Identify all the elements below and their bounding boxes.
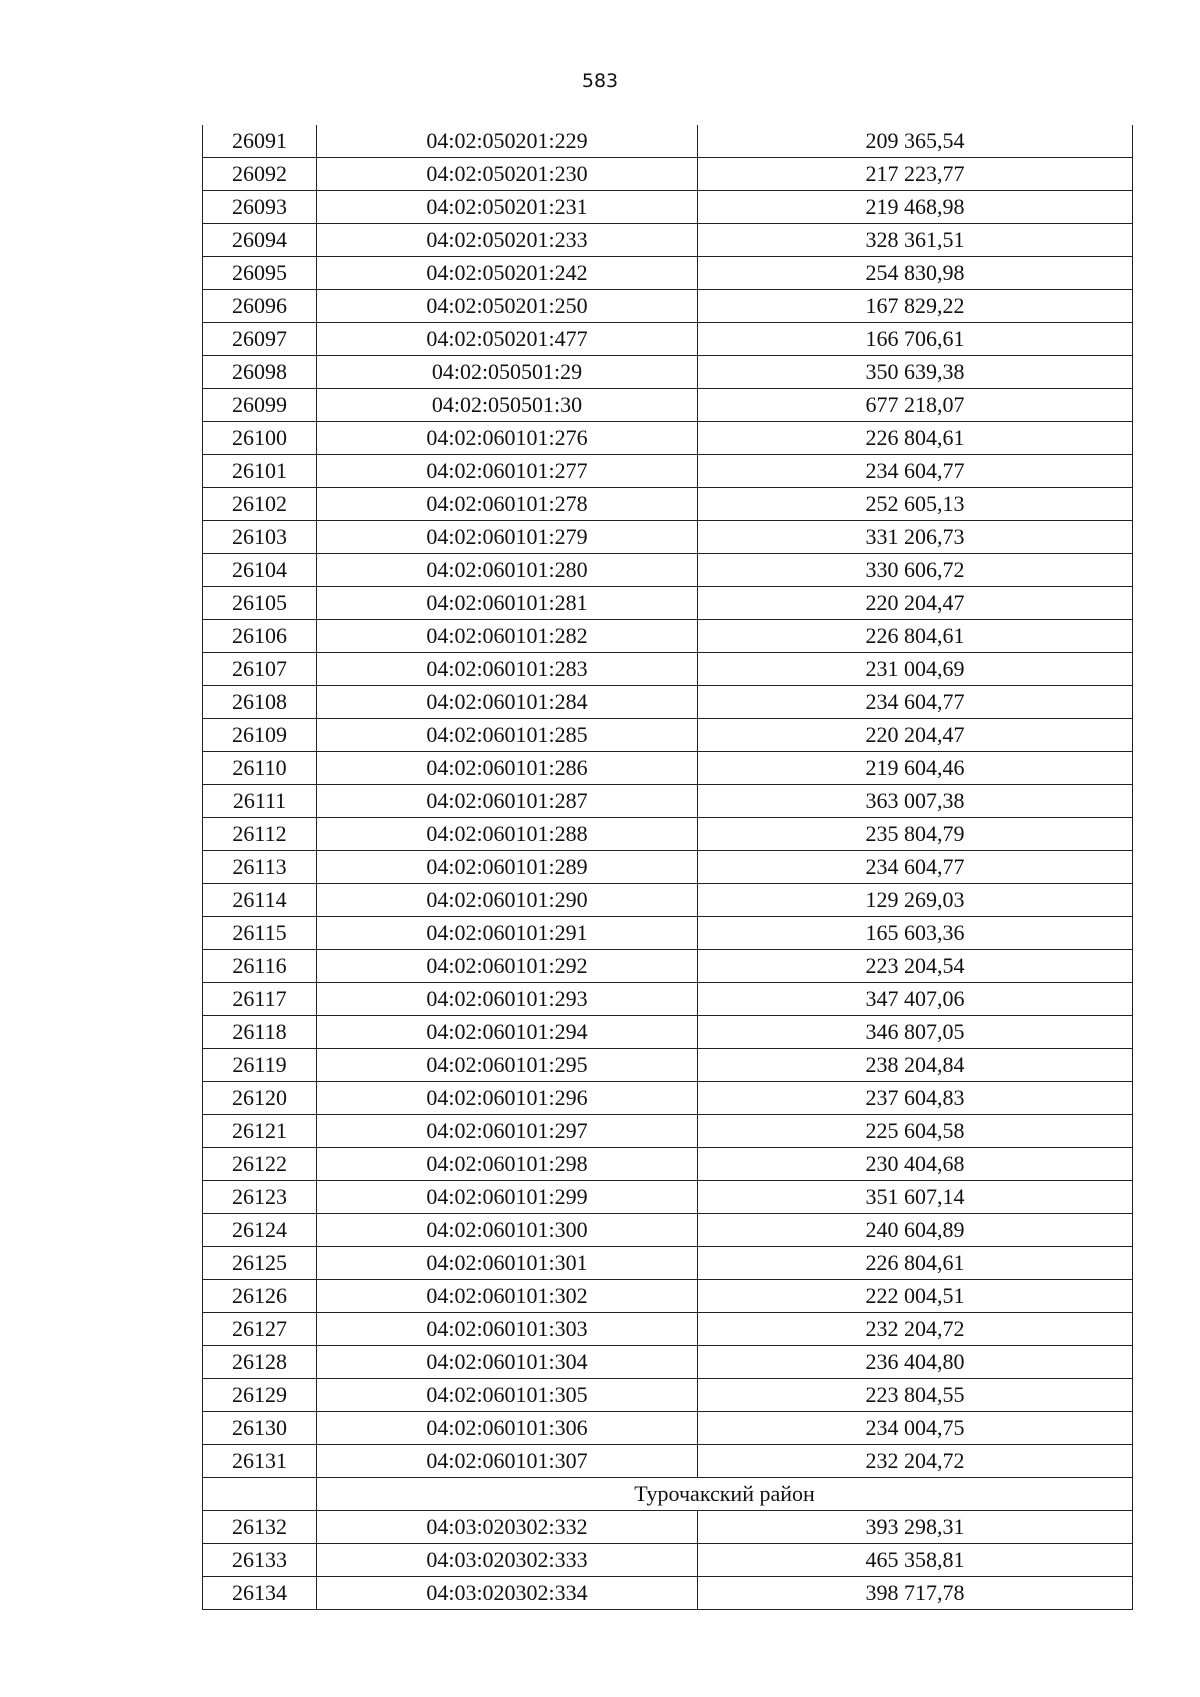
cadastral-value-cell: 226 804,61 — [698, 620, 1133, 653]
cadastral-number-cell: 04:02:060101:281 — [317, 587, 698, 620]
cadastral-value-cell: 238 204,84 — [698, 1049, 1133, 1082]
row-number-cell: 26100 — [203, 422, 317, 455]
table-row — [203, 191, 1133, 224]
table-row — [203, 917, 1133, 950]
cadastral-value-cell: 219 468,98 — [698, 191, 1133, 224]
cadastral-number-cell: 04:02:060101:296 — [317, 1082, 698, 1115]
table-row — [203, 323, 1133, 356]
cadastral-value-cell: 351 607,14 — [698, 1181, 1133, 1214]
table-row — [203, 752, 1133, 785]
row-number-cell: 26103 — [203, 521, 317, 554]
row-number-cell: 26122 — [203, 1148, 317, 1181]
cadastral-number-cell: 04:03:020302:332 — [317, 1511, 698, 1544]
cadastral-value-cell: 234 004,75 — [698, 1412, 1133, 1445]
table-row — [203, 488, 1133, 521]
table-row — [203, 1577, 1133, 1610]
cadastral-value-cell: 220 204,47 — [698, 587, 1133, 620]
cadastral-value-cell: 254 830,98 — [698, 257, 1133, 290]
cadastral-value-cell: 398 717,78 — [698, 1577, 1133, 1610]
cadastral-value-cell: 347 407,06 — [698, 983, 1133, 1016]
cadastral-number-cell: 04:02:060101:303 — [317, 1313, 698, 1346]
cadastral-value-cell: 165 603,36 — [698, 917, 1133, 950]
cadastral-number-cell: 04:03:020302:334 — [317, 1577, 698, 1610]
table-row — [203, 818, 1133, 851]
cadastral-number-cell: 04:02:060101:277 — [317, 455, 698, 488]
cadastral-number-cell: 04:02:050201:229 — [317, 125, 698, 158]
row-number-cell: 26104 — [203, 554, 317, 587]
row-number-cell: 26097 — [203, 323, 317, 356]
cadastral-number-cell: 04:02:060101:300 — [317, 1214, 698, 1247]
cadastral-value-cell: 252 605,13 — [698, 488, 1133, 521]
table-row — [203, 1082, 1133, 1115]
page-number: 583 — [581, 70, 619, 92]
cadastral-number-cell: 04:02:060101:291 — [317, 917, 698, 950]
row-number-cell: 26118 — [203, 1016, 317, 1049]
cadastral-value-cell: 209 365,54 — [698, 125, 1133, 158]
table-row — [203, 554, 1133, 587]
table-row — [203, 884, 1133, 917]
row-number-cell: 26120 — [203, 1082, 317, 1115]
row-number-cell: 26124 — [203, 1214, 317, 1247]
table-row — [203, 356, 1133, 389]
cadastral-value-cell: 237 604,83 — [698, 1082, 1133, 1115]
cadastral-value-cell: 234 604,77 — [698, 686, 1133, 719]
cadastral-value-cell: 220 204,47 — [698, 719, 1133, 752]
cadastral-number-cell: 04:02:060101:289 — [317, 851, 698, 884]
registry-table-body — [203, 125, 1133, 1610]
row-number-cell: 26108 — [203, 686, 317, 719]
row-number-cell: 26117 — [203, 983, 317, 1016]
cadastral-number-cell: 04:02:050201:231 — [317, 191, 698, 224]
row-number-cell: 26091 — [203, 125, 317, 158]
cadastral-value-cell: 330 606,72 — [698, 554, 1133, 587]
table-row — [203, 125, 1133, 158]
table-row — [203, 1016, 1133, 1049]
cadastral-value-cell: 226 804,61 — [698, 1247, 1133, 1280]
table-row — [203, 422, 1133, 455]
cadastral-number-cell: 04:03:020302:333 — [317, 1544, 698, 1577]
row-number-cell: 26111 — [203, 785, 317, 818]
cadastral-number-cell: 04:02:060101:286 — [317, 752, 698, 785]
cadastral-value-cell: 217 223,77 — [698, 158, 1133, 191]
cadastral-value-cell: 166 706,61 — [698, 323, 1133, 356]
row-number-cell: 26099 — [203, 389, 317, 422]
table-row — [203, 1181, 1133, 1214]
cadastral-number-cell: 04:02:060101:305 — [317, 1379, 698, 1412]
cadastral-number-cell: 04:02:060101:280 — [317, 554, 698, 587]
table-row — [203, 686, 1133, 719]
table-row — [203, 455, 1133, 488]
table-row — [203, 1346, 1133, 1379]
cadastral-number-cell: 04:02:060101:279 — [317, 521, 698, 554]
table-row — [203, 587, 1133, 620]
cadastral-number-cell: 04:02:050201:250 — [317, 290, 698, 323]
row-number-cell: 26129 — [203, 1379, 317, 1412]
cadastral-value-cell: 393 298,31 — [698, 1511, 1133, 1544]
row-number-cell: 26112 — [203, 818, 317, 851]
table-row — [203, 224, 1133, 257]
row-number-cell: 26131 — [203, 1445, 317, 1478]
cadastral-value-cell: 232 204,72 — [698, 1313, 1133, 1346]
row-number-cell: 26095 — [203, 257, 317, 290]
row-number-cell: 26126 — [203, 1280, 317, 1313]
cadastral-value-cell: 331 206,73 — [698, 521, 1133, 554]
cadastral-number-cell: 04:02:060101:285 — [317, 719, 698, 752]
cadastral-number-cell: 04:02:060101:278 — [317, 488, 698, 521]
table-row — [203, 1280, 1133, 1313]
table-row — [203, 158, 1133, 191]
cadastral-value-cell: 226 804,61 — [698, 422, 1133, 455]
cadastral-value-cell: 346 807,05 — [698, 1016, 1133, 1049]
table-row — [203, 1247, 1133, 1280]
row-number-cell: 26133 — [203, 1544, 317, 1577]
table-row — [203, 389, 1133, 422]
cadastral-value-cell: 223 804,55 — [698, 1379, 1133, 1412]
cadastral-value-cell: 129 269,03 — [698, 884, 1133, 917]
cadastral-number-cell: 04:02:060101:283 — [317, 653, 698, 686]
row-number-cell: 26130 — [203, 1412, 317, 1445]
table-row — [203, 950, 1133, 983]
row-number-cell: 26101 — [203, 455, 317, 488]
row-number-cell: 26105 — [203, 587, 317, 620]
row-number-cell: 26092 — [203, 158, 317, 191]
table-row — [203, 851, 1133, 884]
section-row — [203, 1478, 1133, 1511]
table-row — [203, 290, 1133, 323]
cadastral-value-cell: 219 604,46 — [698, 752, 1133, 785]
cadastral-number-cell: 04:02:060101:307 — [317, 1445, 698, 1478]
cadastral-number-cell: 04:02:060101:302 — [317, 1280, 698, 1313]
table-row — [203, 521, 1133, 554]
cadastral-number-cell: 04:02:060101:306 — [317, 1412, 698, 1445]
cadastral-value-cell: 240 604,89 — [698, 1214, 1133, 1247]
cadastral-value-cell: 232 204,72 — [698, 1445, 1133, 1478]
cadastral-number-cell: 04:02:060101:287 — [317, 785, 698, 818]
cadastral-value-cell: 167 829,22 — [698, 290, 1133, 323]
row-number-cell: 26094 — [203, 224, 317, 257]
cadastral-number-cell: 04:02:060101:304 — [317, 1346, 698, 1379]
cadastral-number-cell: 04:02:060101:301 — [317, 1247, 698, 1280]
cadastral-number-cell: 04:02:060101:299 — [317, 1181, 698, 1214]
table-row — [203, 983, 1133, 1016]
row-number-cell: 26128 — [203, 1346, 317, 1379]
table-row — [203, 1049, 1133, 1082]
table-row — [203, 1412, 1133, 1445]
cadastral-value-cell: 677 218,07 — [698, 389, 1133, 422]
cadastral-number-cell: 04:02:050201:242 — [317, 257, 698, 290]
table-row — [203, 1313, 1133, 1346]
cadastral-number-cell: 04:02:060101:290 — [317, 884, 698, 917]
row-number-cell: 26116 — [203, 950, 317, 983]
row-number-cell: 26107 — [203, 653, 317, 686]
table-row — [203, 257, 1133, 290]
table-row — [203, 1115, 1133, 1148]
cadastral-number-cell: 04:02:060101:293 — [317, 983, 698, 1016]
cadastral-number-cell: 04:02:050201:233 — [317, 224, 698, 257]
table-row — [203, 1214, 1133, 1247]
cadastral-number-cell: 04:02:060101:284 — [317, 686, 698, 719]
cadastral-number-cell: 04:02:060101:295 — [317, 1049, 698, 1082]
row-number-cell: 26127 — [203, 1313, 317, 1346]
table-row — [203, 1148, 1133, 1181]
cadastral-value-cell: 230 404,68 — [698, 1148, 1133, 1181]
cadastral-number-cell: 04:02:050501:29 — [317, 356, 698, 389]
cadastral-value-cell: 234 604,77 — [698, 455, 1133, 488]
cadastral-number-cell: 04:02:050201:477 — [317, 323, 698, 356]
cadastral-number-cell: 04:02:060101:298 — [317, 1148, 698, 1181]
table-row — [203, 1511, 1133, 1544]
row-number-cell: 26093 — [203, 191, 317, 224]
cadastral-number-cell: 04:02:050501:30 — [317, 389, 698, 422]
table-row — [203, 785, 1133, 818]
row-number-cell: 26113 — [203, 851, 317, 884]
row-number-cell: 26102 — [203, 488, 317, 521]
cadastral-number-cell: 04:02:050201:230 — [317, 158, 698, 191]
row-number-cell: 26121 — [203, 1115, 317, 1148]
cadastral-value-cell: 350 639,38 — [698, 356, 1133, 389]
cadastral-value-cell: 225 604,58 — [698, 1115, 1133, 1148]
row-number-cell: 26096 — [203, 290, 317, 323]
cadastral-number-cell: 04:02:060101:282 — [317, 620, 698, 653]
cadastral-value-cell: 222 004,51 — [698, 1280, 1133, 1313]
row-number-cell: 26115 — [203, 917, 317, 950]
cadastral-number-cell: 04:02:060101:297 — [317, 1115, 698, 1148]
cadastral-value-cell: 223 204,54 — [698, 950, 1133, 983]
cadastral-value-cell: 234 604,77 — [698, 851, 1133, 884]
row-number-cell: 26109 — [203, 719, 317, 752]
cadastral-number-cell: 04:02:060101:294 — [317, 1016, 698, 1049]
section-empty-cell — [203, 1478, 317, 1511]
table-row — [203, 1544, 1133, 1577]
cadastral-value-cell: 465 358,81 — [698, 1544, 1133, 1577]
row-number-cell: 26134 — [203, 1577, 317, 1610]
cadastral-value-cell: 363 007,38 — [698, 785, 1133, 818]
row-number-cell: 26123 — [203, 1181, 317, 1214]
table-row — [203, 1379, 1133, 1412]
row-number-cell: 26125 — [203, 1247, 317, 1280]
row-number-cell: 26114 — [203, 884, 317, 917]
cadastral-value-cell: 328 361,51 — [698, 224, 1133, 257]
row-number-cell: 26098 — [203, 356, 317, 389]
cadastral-number-cell: 04:02:060101:276 — [317, 422, 698, 455]
row-number-cell: 26110 — [203, 752, 317, 785]
registry-table — [202, 125, 1133, 1610]
cadastral-number-cell: 04:02:060101:292 — [317, 950, 698, 983]
table-row — [203, 1445, 1133, 1478]
table-row — [203, 620, 1133, 653]
table-row — [203, 719, 1133, 752]
table-row — [203, 653, 1133, 686]
section-heading: Турочакский район — [317, 1478, 1133, 1511]
cadastral-number-cell: 04:02:060101:288 — [317, 818, 698, 851]
cadastral-value-cell: 236 404,80 — [698, 1346, 1133, 1379]
row-number-cell: 26119 — [203, 1049, 317, 1082]
row-number-cell: 26132 — [203, 1511, 317, 1544]
row-number-cell: 26106 — [203, 620, 317, 653]
cadastral-value-cell: 235 804,79 — [698, 818, 1133, 851]
cadastral-value-cell: 231 004,69 — [698, 653, 1133, 686]
